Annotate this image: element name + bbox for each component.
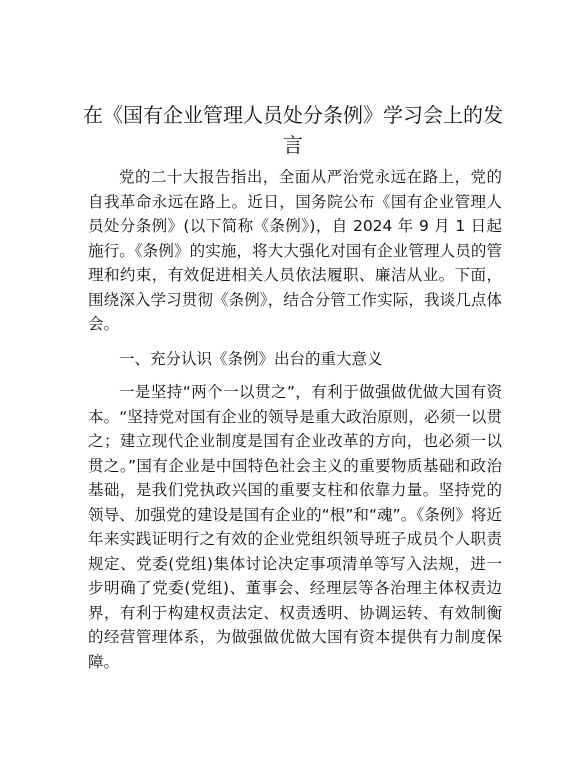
- intro-paragraph: 党的二十大报告指出，全面从严治党永远在路上，党的自我革命永远在路上。近日，国务院公布《国有企业管理人员处分条例》(以下简称《条例》)，自 2024 年 9 月 1 日起施行。《条例》的实施，将大大强化对国有企业管理人员的管理和约束，有效促进相关人员依法履职、廉洁从业。下面，围绕深入学习贯彻《条例》，结合分管工作实际，我谈几点体会。: [88, 168, 502, 333]
- section-paragraph: 一是坚持“两个一以贯之”，有利于做强做优做大国有资本。“坚持党对国有企业的领导是重大政治原则，必须一以贯之；建立现代企业制度是国有企业改革的方向，也必须一以贯之。”国有企业是中国特色社会主义的重要物质基础和政治基础，是我们党执政兴国的重要支柱和依靠力量。坚持党的领导、加强党的建设是国有企业的“根”和“魂”。《条例》将近年来实践证明行之有效的企业党组织领导班子成员个人职责规定、党委(党组)集体讨论决定事项清单等写入法规，进一步明确了党委(党组)、董事会、经理层等各治理主体权责边界，有利于构建权责法定、权责透明、协调运转、有效制衡的经营管理体系，为做强做优做大国有资本提供有力制度保障。: [88, 383, 502, 671]
- document-body: [88, 165, 502, 674]
- section-heading: 一、充分认识《条例》出台的重大意义: [119, 349, 383, 368]
- document-title: 在《国有企业管理人员处分条例》学习会上的发言: [83, 103, 503, 157]
